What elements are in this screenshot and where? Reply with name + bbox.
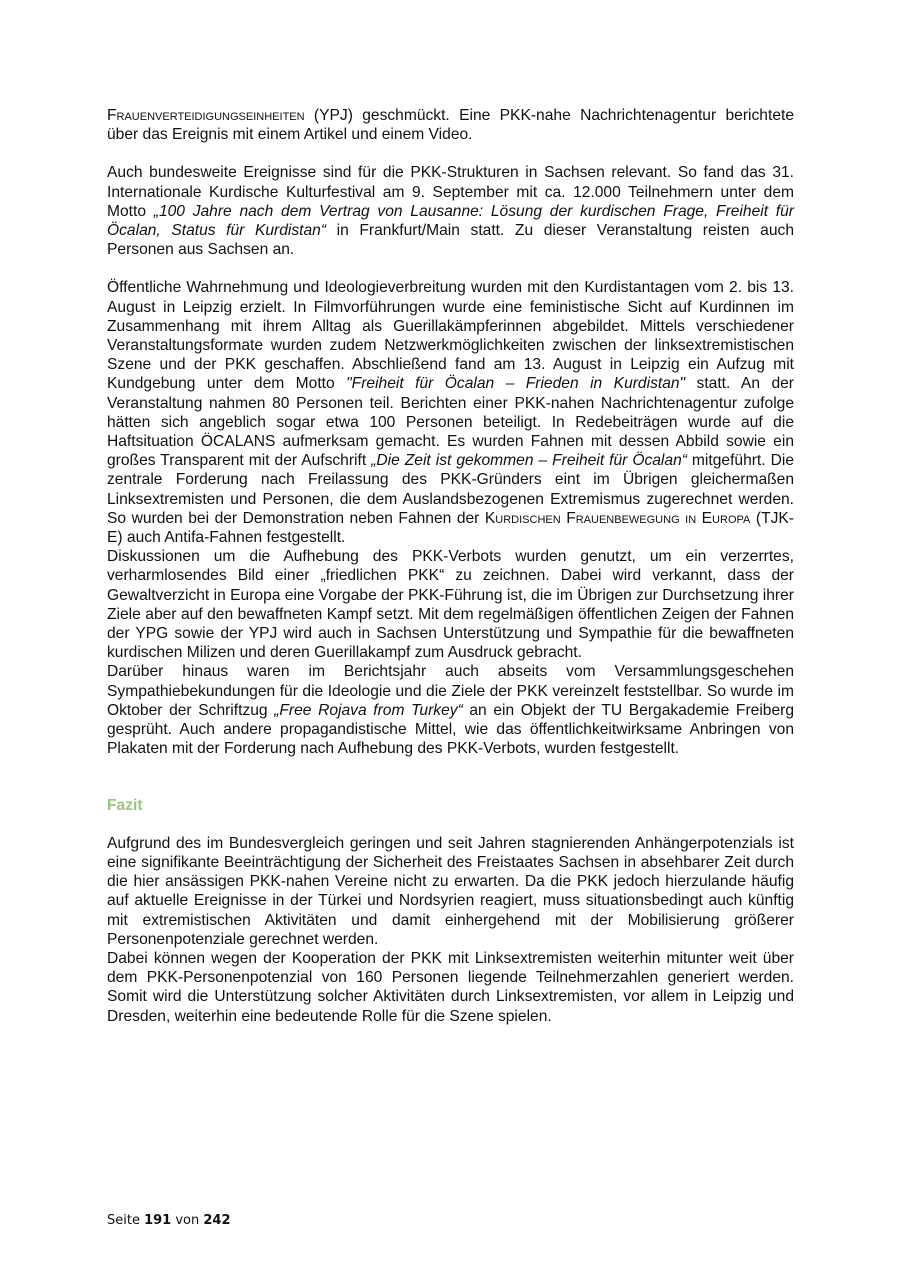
motto-lausanne: „100 Jahre nach dem Vertrag von Lausanne: Lösung der kurdischen Frage, Freiheit für Öcalan, Status für Kurdistan“ [107, 202, 794, 240]
org-name-ypj: Frauenverteidigungseinheiten [107, 107, 305, 124]
paragraph-6: Aufgrund des im Bundesvergleich geringen und seit Jahren stagnierenden Anhängerpotenzials ist eine signifikante Beeinträchtigung der Sicherheit des Freistaates Sachsen in absehbarer Zeit durch die hier ansässigen PKK-nahen Vereine nicht zu erwarten. Da die PKK jedoch hierzulande häufig auf aktuelle Ereignisse in der Türkei und Nordsyrien reagiert, muss situationsbedingt auch künftig mit extremistischen Aktivitäten und damit einhergehend mit der Mobilisierung größerer Personenpotenziale gerechnet werden. [107, 834, 794, 948]
paragraph-2 [107, 163, 794, 259]
paragraph-2-text-b: in Frankfurt/Main statt. Zu dieser Veranstaltung reisten auch Personen aus Sachsen an. [107, 222, 795, 259]
document-body [107, 106, 794, 1026]
footer-mid: von [171, 1213, 204, 1228]
paragraph-5-text-b: an ein Objekt der TU Bergakademie Freiberg gesprüht. Auch andere propagandistische Mittel, wie das öffentlichkeitwirksame Anbringen von Plakaten mit der Forderung nach Aufhebung des PKK-Verbots, wurden festgestellt. [107, 701, 794, 758]
org-name-tjk-e: Kurdischen Frauenbewegung in Europa [484, 509, 751, 527]
paragraph-5-text-a: Darüber hinaus waren im Berichtsjahr auch abseits vom Versammlungsgeschehen Sympathiebekundungen für die Ideologie und die Ziele der PKK vereinzelt feststellbar. So wurde im Oktober der Schriftzug [107, 663, 794, 719]
footer-prefix: Seite [107, 1213, 145, 1228]
paragraph-3-text-b: statt. An der Veranstaltung nahmen 80 Personen teil. Berichten einer PKK-nahen Nachrichtenagentur zufolge hätten sich angeblich sogar etwa 100 Personen beteiligt. In Redebeiträgen wurde auf die Haftsituation ÖCALANS aufmerksam gemacht. Es wurden Fahnen mit dessen Abbild sowie ein großes Transparent mit der Aufschrift [107, 375, 794, 470]
current-page-number: 191 [144, 1213, 172, 1228]
total-page-count: 242 [203, 1213, 231, 1228]
paragraph-2-text-a: Auch bundesweite Ereignisse sind für die PKK-Strukturen in Sachsen relevant. So fand das 31. Internationale Kurdische Kulturfestival am 9. September mit ca. 12.000 Teilnehmern unter dem Motto [107, 164, 794, 220]
paragraph-7: Dabei können wegen der Kooperation der PKK mit Linksextremisten weiterhin mitunter weit über dem PKK-Personenpotenzial von 160 Personen liegende Teilnehmerzahlen generiert werden. Somit wird die Unterstützung solcher Aktivitäten durch Linksextremisten, vor allem in Leipzig und Dresden, weiterhin eine bedeutende Rolle für die Szene spielen. [107, 949, 794, 1025]
slogan-free-rojava: „Free Rojava from Turkey“ [274, 701, 463, 719]
paragraph-1-text: (YPJ) geschmückt. Eine PKK-nahe Nachrichtenagentur berichtete über das Ereignis mit einem Artikel und einem Video. [107, 107, 794, 144]
section-heading-fazit: Fazit [107, 796, 143, 814]
paragraph-1 [107, 106, 794, 144]
motto-zeit-gekommen: „Die Zeit ist gekommen – Freiheit für Öcalan“ [371, 452, 687, 470]
paragraph-3-text-c: mitgeführt. Die zentrale Forderung nach Freilassung des PKK-Gründers eint im Übrigen gleichermaßen Linksextremisten und Personen, die dem Auslandsbezogenen Extremismus zugerechnet werden. So wurden bei der Demonstration neben Fahnen der [107, 452, 794, 527]
paragraph-3-text-a: Öffentliche Wahrnehmung und Ideologieverbreitung wurden mit den Kurdistantagen vom 2. bis 13. August in Leipzig erzielt. In Filmvorführungen wurde eine feministische Sicht auf Kurdinnen im Zusammenhang mit ihrem Alltag als Guerillakämpferinnen abgebildet. Mittels verschiedener Veranstaltungsformate wurden zudem Netzwerkmöglichkeiten zwischen der linksextremistischen Szene und der PKK geschaffen. Abschließend fand am 13. August in Leipzig ein Aufzug mit Kundgebung unter dem Motto [107, 279, 794, 393]
motto-freiheit-frieden: "Freiheit für Öcalan – Frieden in Kurdistan" [346, 375, 686, 393]
paragraph-3 [107, 278, 794, 547]
paragraph-4: Diskussionen um die Aufhebung des PKK-Verbots wurden genutzt, um ein verzerrtes, verharmlosendes Bild einer „friedlichen PKK“ zu zeichnen. Dabei wird verkannt, dass der Gewaltverzicht in Europa eine Vorgabe der PKK-Führung ist, die im Übrigen zur Durchsetzung ihrer Ziele aber auf den bewaffneten Kampf setzt. Mit dem regelmäßigen öffentlichen Zeigen der Fahnen der YPG sowie der YPJ wird auch in Sachsen Unterstützung und Sympathie für die bewaffneten kurdischen Milizen und deren Guerillakampf zum Ausdruck gebracht. [107, 548, 794, 662]
paragraph-3-text-d: (TJK-E) auch Antifa-Fahnen festgestellt. [107, 509, 794, 547]
page-footer [107, 1213, 231, 1228]
paragraph-5 [107, 662, 794, 758]
